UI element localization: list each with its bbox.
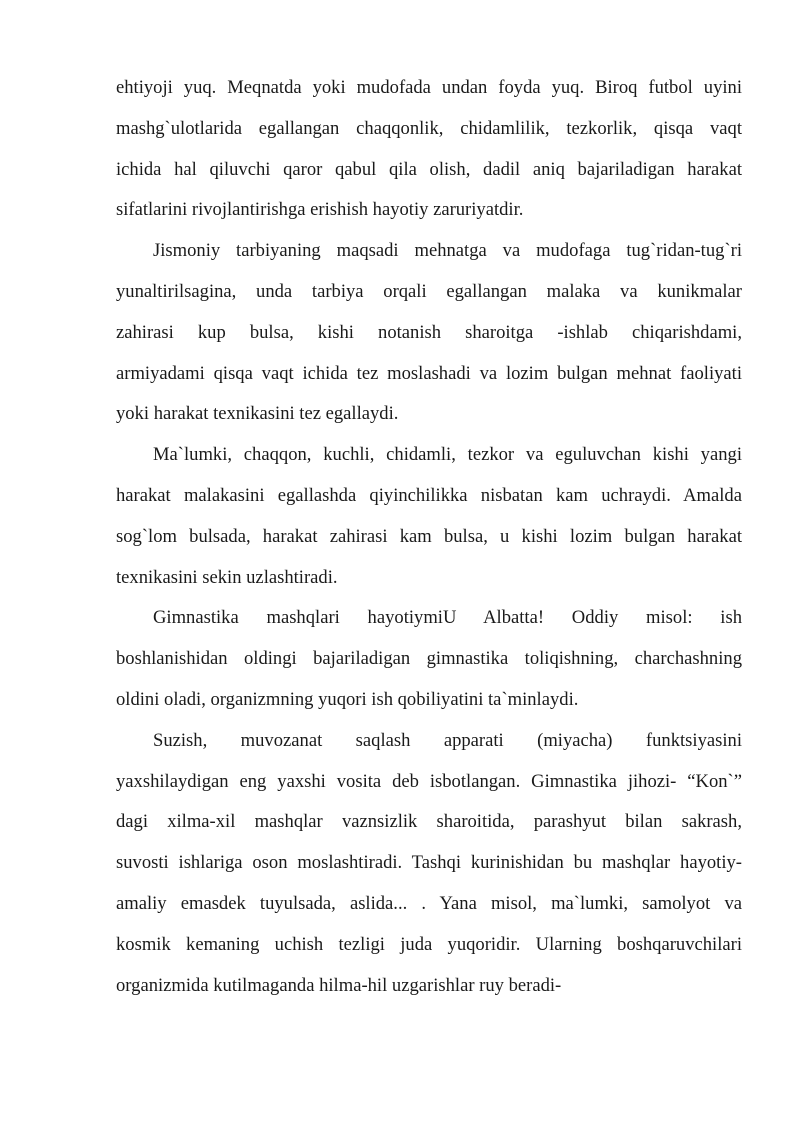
text-line: boshlanishidan oldingi bajariladigan gimnastika toliqishning, charchashning [116,648,742,670]
paragraph-3 [116,435,742,598]
text-line: armiyadami qisqa vaqt ichida tez moslashadi va lozim bulgan mehnat faoliyati [116,362,742,384]
text-line: kosmik kemaning uchish tezligi juda yuqoridir. Ularning boshqaruvchilari [116,933,742,955]
text-line: harakat malakasini egallashda qiyinchilikka nisbatan kam uchraydi. Amalda [116,484,742,506]
text-line: dagi xilma-xil mashqlar vaznsizlik sharoitida, parashyut bilan sakrash, [116,811,742,833]
text-line: sifatlarini rivojlantirishga erishish hayotiy zaruriyatdir. [116,199,524,221]
text-line: Jismoniy tarbiyaning maqsadi mehnatga va mudofaga tug`ridan-tug`ri [153,240,742,262]
text-line: ichida hal qiluvchi qaror qabul qila olish, dadil aniq bajariladigan harakat [116,158,742,180]
text-line: yoki harakat texnikasini tez egallaydi. [116,403,399,425]
text-line: mashg`ulotlarida egallangan chaqqonlik, chidamlilik, tezkorlik, qisqa vaqt [116,117,742,139]
text-line: ehtiyoji yuq. Meqnatda yoki mudofada undan foyda yuq. Biroq futbol uyini [116,77,742,98]
text-line: Gimnastika mashqlari hayotiymiU Albatta! Oddiy misol: ish [153,607,742,629]
text-line: organizmida kutilmaganda hilma-hil uzgarishlar ruy beradi- [116,974,562,996]
document-page [116,68,742,1006]
text-line: texnikasini sekin uzlashtiradi. [116,566,338,588]
text-line: yaxshilaydigan eng yaxshi vosita deb isbotlangan. Gimnastika jihozi- “Kon`” [116,770,742,792]
text-line: sog`lom bulsada, harakat zahirasi kam bulsa, u kishi lozim bulgan harakat [116,525,742,547]
text-line: Suzish, muvozanat saqlash apparati (miyacha) funktsiyasini [153,729,742,751]
text-line: amaliy emasdek tuyulsada, aslida... . Yana misol, ma`lumki, samolyot va [116,892,742,914]
paragraph-1 [116,68,742,231]
text-line: yunaltirilsagina, unda tarbiya orqali egallangan malaka va kunikmalar [116,280,742,302]
text-line: oldini oladi, organizmning yuqori ish qobiliyatini ta`minlaydi. [116,688,579,710]
text-line: Ma`lumki, chaqqon, kuchli, chidamli, tezkor va eguluvchan kishi yangi [153,444,742,466]
text-line: suvosti ishlariga oson moslashtiradi. Tashqi kurinishidan bu mashqlar hayotiy- [116,852,742,874]
paragraph-5 [116,721,742,1007]
paragraph-2 [116,231,742,435]
paragraph-4 [116,598,742,720]
text-line: zahirasi kup bulsa, kishi notanish sharoitga -ishlab chiqarishdami, [116,321,742,343]
